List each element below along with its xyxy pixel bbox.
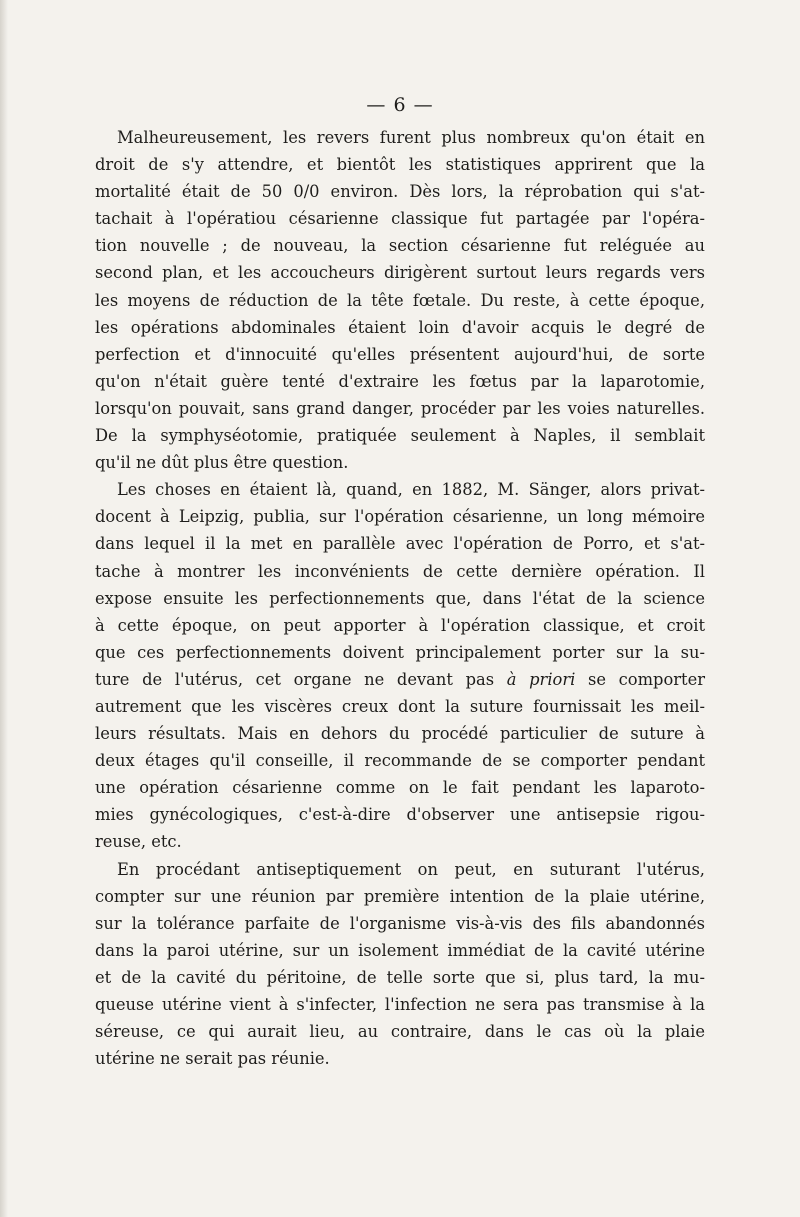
text-line: De la symphyséotomie, pratiquée seulement à Naples, il semblait [95,426,705,446]
paragraph-1 [95,124,705,476]
text-line: reuse, etc. [95,832,182,852]
page-body-text [95,124,705,1072]
text-line: Malheureusement, les revers furent plus nombreux qu'on était en [117,128,705,147]
text-line: perfection et d'innocuité qu'elles présentent aujourd'hui, de sorte [95,344,705,364]
text-segment: ture de l'utérus, cet organe ne devant pas [95,669,507,689]
text-line: une opération césarienne comme on le fait pendant les laparoto- [95,778,705,798]
text-line: et de la cavité du péritoine, de telle sorte que si, plus tard, la mu- [95,967,705,987]
text-line: qu'on n'était guère tenté d'extraire les fœtus par la laparotomie, [95,371,705,391]
text-line: queuse utérine vient à s'infecter, l'infection ne sera pas transmise à la [95,995,705,1014]
text-line: les opérations abdominales étaient loin d'avoir acquis le degré de [95,317,705,337]
text-line: lorsqu'on pouvait, sans grand danger, procéder par les voies naturelles. [95,398,705,418]
text-line: qu'il ne dût plus être question. [95,453,349,473]
text-line: dans la paroi utérine, sur un isolement immédiat de la cavité utérine [95,940,705,960]
text-line: utérine ne serait pas réunie. [95,1049,330,1069]
text-line: compter sur une réunion par première intention de la plaie utérine, [95,886,705,906]
text-line-with-italic [95,666,705,693]
text-line: dans lequel il la met en parallèle avec l'opération de Porro, et s'at- [95,534,705,554]
text-line: sur la tolérance parfaite de l'organisme vis-à-vis des fils abandonnés [95,913,705,933]
italic-phrase: à priori [506,669,576,689]
text-line: à cette époque, on peut apporter à l'opération classique, et croit [95,615,705,635]
page-number: — 6 — [366,94,434,116]
text-line: mies gynécologiques, c'est-à-dire d'observer une antisepsie rigou- [95,805,705,825]
text-line: droit de s'y attendre, et bientôt les statistiques apprirent que la [95,155,705,175]
text-line: second plan, et les accoucheurs dirigèrent surtout leurs regards vers [95,263,705,283]
text-line: mortalité était de 50 0/0 environ. Dès lors, la réprobation qui s'at- [95,182,705,202]
text-line: autrement que les viscères creux dont la suture fournissait les meil- [95,696,705,716]
text-line: tion nouvelle ; de nouveau, la section césarienne fut reléguée au [95,236,705,256]
text-line: les moyens de réduction de la tête fœtale. Du reste, à cette époque, [95,290,705,310]
paragraph-2 [95,476,705,855]
text-line: tachait à l'opératiou césarienne classique fut partagée par l'opéra- [95,209,705,229]
text-line: que ces perfectionnements doivent principalement porter sur la su- [95,642,705,662]
text-line: deux étages qu'il conseille, il recommande de se comporter pendant [95,751,705,771]
text-line: Les choses en étaient là, quand, en 1882, M. Sänger, alors privat- [117,480,705,500]
page-gutter-shadow [0,0,8,1217]
text-line: expose ensuite les perfectionnements que, dans l'état de la science [95,588,705,608]
text-line: leurs résultats. Mais en dehors du procédé particulier de suture à [95,724,705,744]
text-segment: se comporter [575,669,706,689]
text-line: séreuse, ce qui aurait lieu, au contraire, dans le cas où la plaie [95,1022,705,1042]
text-line: En procédant antiseptiquement on peut, en suturant l'utérus, [117,859,705,879]
text-line: docent à Leipzig, publia, sur l'opération césarienne, un long mémoire [95,507,705,527]
text-line: tache à montrer les inconvénients de cette dernière opération. Il [95,561,705,581]
paragraph-3 [95,856,705,1073]
